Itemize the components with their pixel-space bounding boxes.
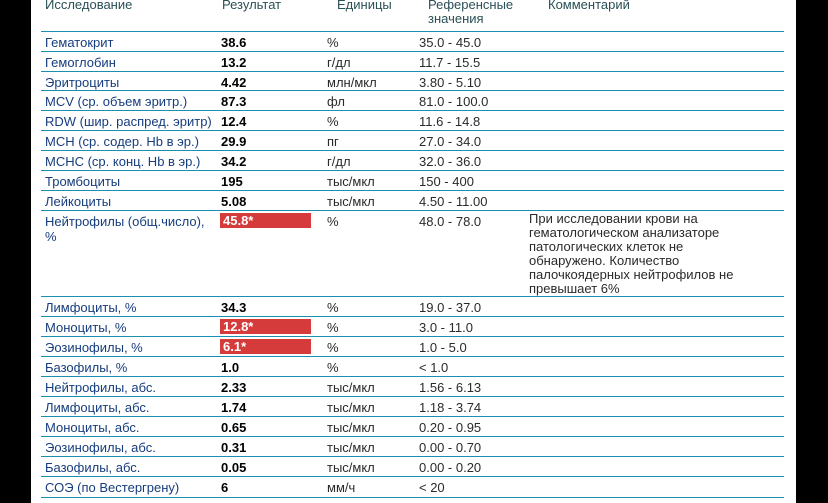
test-reference-range: 1.18 - 3.74	[419, 400, 482, 415]
test-unit: %	[327, 114, 339, 129]
test-reference-range: 1.0 - 5.0	[419, 340, 467, 355]
test-unit: %	[327, 340, 339, 355]
test-unit: %	[327, 320, 339, 335]
test-result: 6.1*	[220, 339, 311, 354]
table-header	[31, 0, 796, 32]
test-unit: %	[327, 35, 339, 50]
table-row	[41, 111, 784, 131]
test-unit: мм/ч	[327, 480, 356, 495]
test-reference-range: 32.0 - 36.0	[419, 154, 482, 169]
test-reference-range: 0.00 - 0.20	[419, 460, 482, 475]
test-reference-range: 11.7 - 15.5	[419, 55, 481, 70]
test-reference-range: 81.0 - 100.0	[419, 94, 489, 109]
header-unit: Единицы	[337, 0, 392, 12]
lab-report-sheet	[31, 0, 796, 503]
test-name: MCV (ср. объем эритр.)	[45, 94, 188, 109]
table-row	[41, 52, 784, 72]
table-row	[41, 397, 784, 417]
test-name: Эозинофилы, абс.	[45, 440, 156, 455]
test-reference-range: 48.0 - 78.0	[419, 214, 482, 229]
header-comment: Комментарий	[548, 0, 630, 12]
table-row	[41, 191, 784, 211]
test-name: Нейтрофилы (общ.число), %	[45, 214, 205, 244]
test-result: 87.3	[221, 94, 247, 109]
test-name: Лимфоциты, %	[45, 300, 137, 315]
test-result: 0.31	[221, 440, 247, 455]
header-ref: Референсные значения	[428, 0, 514, 26]
test-name: MCHC (ср. конц. Hb в эр.)	[45, 154, 201, 169]
test-name: Эозинофилы, %	[45, 340, 143, 355]
test-unit: %	[327, 360, 339, 375]
test-unit: тыс/мкл	[327, 420, 375, 435]
test-unit: тыс/мкл	[327, 460, 375, 475]
test-reference-range: 3.0 - 11.0	[419, 320, 473, 335]
test-reference-range: 0.00 - 0.70	[419, 440, 482, 455]
table-row	[41, 477, 784, 498]
test-name: Гемоглобин	[45, 55, 116, 70]
test-unit: пг	[327, 134, 339, 149]
table-row	[41, 72, 784, 91]
test-name: RDW (шир. распред. эритр)	[45, 114, 212, 129]
test-unit: млн/мкл	[327, 75, 377, 90]
test-result: 2.33	[221, 380, 247, 395]
test-result: 0.65	[221, 420, 247, 435]
test-result: 13.2	[221, 55, 247, 70]
test-result: 29.9	[221, 134, 247, 149]
test-reference-range: 1.56 - 6.13	[419, 380, 482, 395]
test-result: 38.6	[221, 35, 247, 50]
test-unit: г/дл	[327, 55, 351, 70]
test-result: 34.3	[221, 300, 247, 315]
test-comment: При исследовании крови на гематологическом анализаторе патологических клеток не обнаружено. Количество палочкоядерных нейтрофилов не превышает 6%	[529, 211, 734, 296]
test-unit: тыс/мкл	[327, 400, 375, 415]
test-reference-range: 3.80 - 5.10	[419, 75, 482, 90]
table-row	[41, 131, 784, 151]
test-result: 12.4	[221, 114, 247, 129]
test-unit: %	[327, 214, 339, 229]
test-name: СОЭ (по Вестергрену)	[45, 480, 180, 495]
test-unit: тыс/мкл	[327, 380, 375, 395]
table-row	[41, 317, 784, 337]
test-reference-range: 150 - 400	[419, 174, 474, 189]
table-row	[41, 377, 784, 397]
test-result: 4.42	[221, 75, 247, 90]
test-result: 12.8*	[220, 319, 311, 334]
table-row	[41, 151, 784, 171]
test-reference-range: 11.6 - 14.8	[419, 114, 481, 129]
test-reference-range: < 20	[419, 480, 445, 495]
table-row	[41, 32, 784, 52]
test-name: Тромбоциты	[45, 174, 121, 189]
test-name: Гематокрит	[45, 35, 114, 50]
test-result: 5.08	[221, 194, 247, 209]
test-unit: %	[327, 300, 339, 315]
test-reference-range: 0.20 - 0.95	[419, 420, 482, 435]
test-result: 195	[221, 174, 243, 189]
table-row	[41, 457, 784, 477]
test-unit: фл	[327, 94, 345, 109]
test-reference-range: 4.50 - 11.00	[419, 194, 488, 209]
test-result: 45.8*	[220, 213, 311, 228]
header-result: Результат	[222, 0, 282, 12]
test-unit: тыс/мкл	[327, 440, 375, 455]
test-name: Лимфоциты, абс.	[45, 400, 150, 415]
test-reference-range: < 1.0	[419, 360, 449, 375]
test-reference-range: 35.0 - 45.0	[419, 35, 482, 50]
table-row	[41, 171, 784, 191]
test-name: Эритроциты	[45, 75, 120, 90]
test-name: Базофилы, %	[45, 360, 128, 375]
test-name: Нейтрофилы, абс.	[45, 380, 157, 395]
test-reference-range: 19.0 - 37.0	[419, 300, 482, 315]
table-row	[41, 91, 784, 111]
table-row	[41, 211, 784, 297]
test-name: Моноциты, абс.	[45, 420, 140, 435]
test-result: 34.2	[221, 154, 247, 169]
header-name: Исследование	[45, 0, 133, 12]
table-row	[41, 337, 784, 357]
table-row	[41, 357, 784, 377]
test-unit: г/дл	[327, 154, 351, 169]
test-unit: тыс/мкл	[327, 174, 375, 189]
test-result: 1.74	[221, 400, 247, 415]
table-row	[41, 417, 784, 437]
test-unit: тыс/мкл	[327, 194, 375, 209]
table-row	[41, 437, 784, 457]
test-reference-range: 27.0 - 34.0	[419, 134, 482, 149]
test-result: 1.0	[221, 360, 240, 375]
test-name: Базофилы, абс.	[45, 460, 141, 475]
test-result: 0.05	[221, 460, 247, 475]
test-name: MCH (ср. содер. Hb в эр.)	[45, 134, 199, 149]
test-name: Моноциты, %	[45, 320, 127, 335]
test-result: 6	[221, 480, 229, 495]
test-name: Лейкоциты	[45, 194, 112, 209]
table-row	[41, 297, 784, 317]
